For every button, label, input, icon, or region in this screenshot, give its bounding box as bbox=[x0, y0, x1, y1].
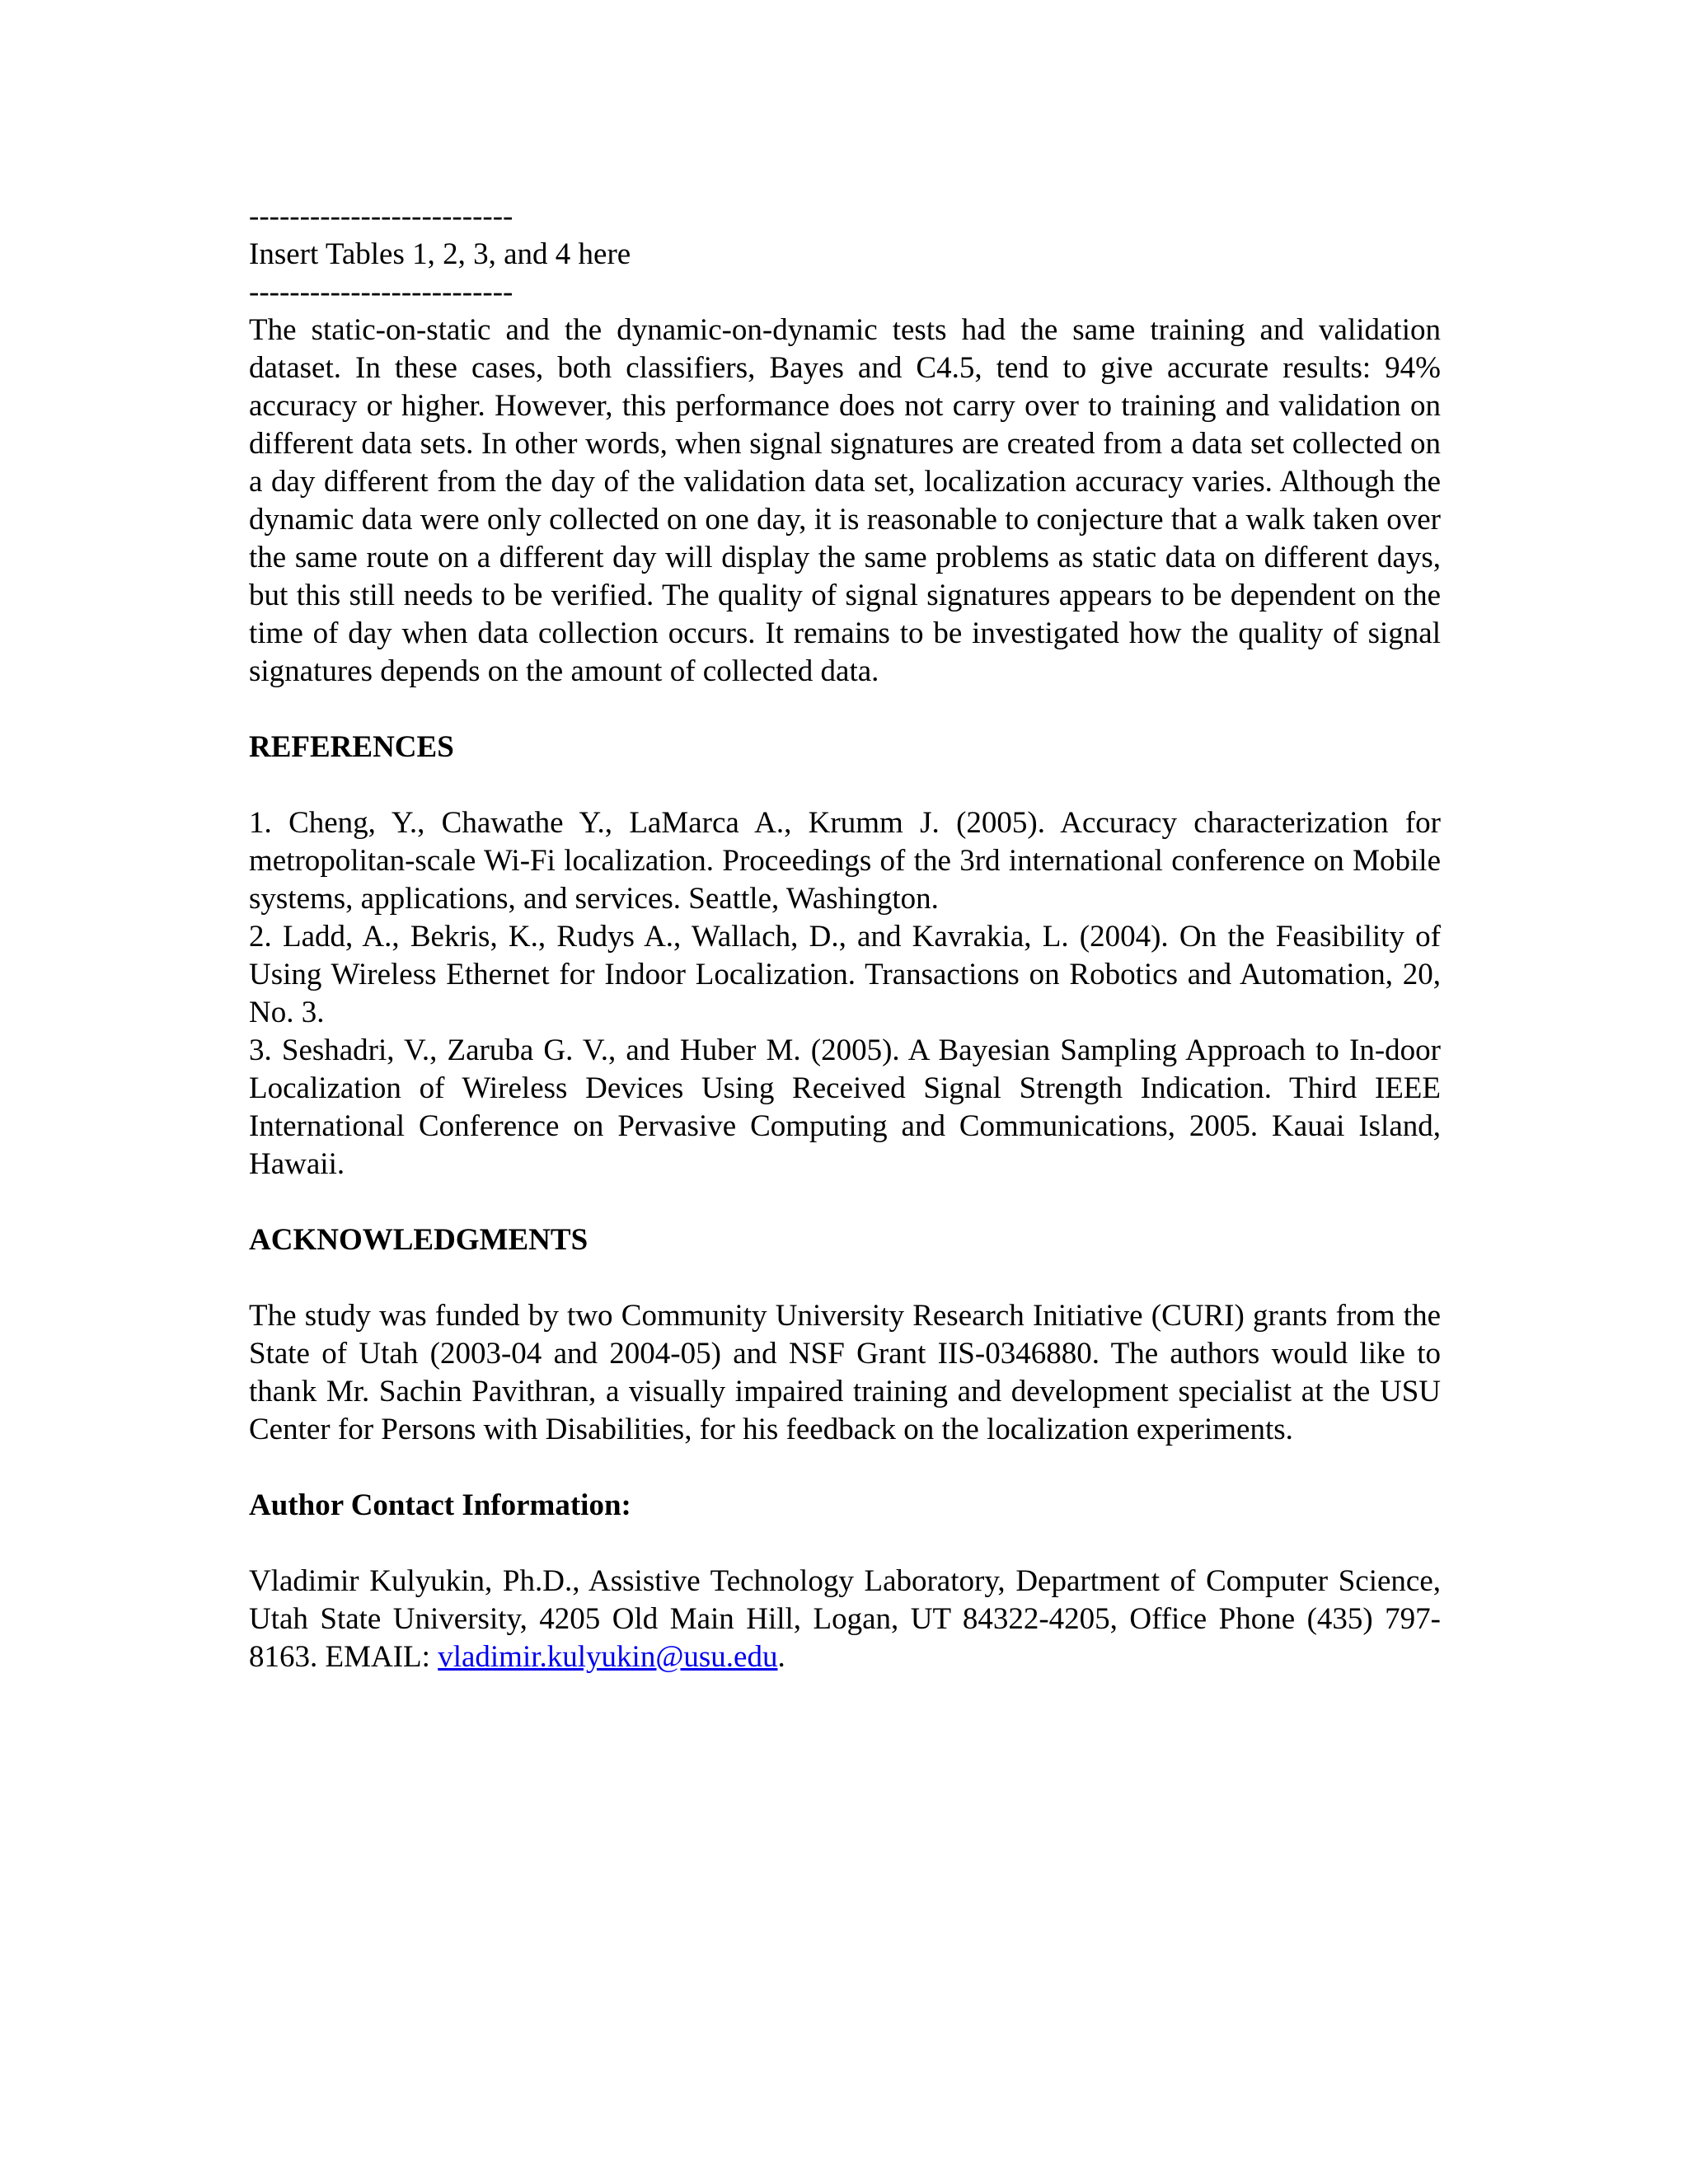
references-list bbox=[249, 804, 1441, 1183]
reference-item: 1. Cheng, Y., Chawathe Y., LaMarca A., Krumm J. (2005). Accuracy characterization for metropolitan-scale Wi-Fi localization. Proceedings of the 3rd international conference on Mobile systems, applications, and services. Seattle, Washington. bbox=[249, 806, 1441, 916]
reference-item: 2. Ladd, A., Bekris, K., Rudys A., Wallach, D., and Kavrakia, L. (2004). On the Feasibility of Using Wireless Ethernet for Indoor Localization. Transactions on Robotics and Automation, 20, No. 3. bbox=[249, 920, 1441, 1029]
spacer bbox=[249, 1259, 1441, 1297]
spacer bbox=[249, 1183, 1441, 1221]
acknowledgments-paragraph: The study was funded by two Community University Research Initiative (CURI) grants from the State of Utah (2003-04 and 2004-05) and NSF Grant IIS-0346880. The authors would like to thank Mr. Sachin Pavithran, a visually impaired training and development specialist at the USU Center for Persons with Disabilities, for his feedback on the localization experiments. bbox=[249, 1299, 1441, 1446]
email-link[interactable]: vladimir.kulyukin@usu.edu bbox=[438, 1640, 778, 1674]
discussion-paragraph: The static-on-static and the dynamic-on-dynamic tests had the same training and validation dataset. In these cases, both classifiers, Bayes and C4.5, tend to give accurate results: 94% accuracy or higher. However, this performance does not carry over to training and validation on different data sets. In other words, when signal signatures are created from a data set collected on a day different from the day of the validation data set, localization accuracy varies. Although the dynamic data were only collected on one day, it is reasonable to conjecture that a walk taken over the same route on a different day will display the same problems as static data on different days, but this still needs to be verified. The quality of signal signatures appears to be dependent on the time of day when data collection occurs. It remains to be investigated how the quality of signal signatures depends on the amount of collected data. bbox=[249, 313, 1441, 688]
insert-tables-note: Insert Tables 1, 2, 3, and 4 here bbox=[249, 237, 631, 271]
reference-item: 3. Seshadri, V., Zaruba G. V., and Huber M. (2005). A Bayesian Sampling Approach to In-door Localization of Wireless Devices Using Received Signal Strength Indication. Third IEEE International Conference on Pervasive Computing and Communications, 2005. Kauai Island, Hawaii. bbox=[249, 1033, 1441, 1181]
acknowledgments-heading: ACKNOWLEDGMENTS bbox=[249, 1223, 588, 1257]
contact-paragraph bbox=[249, 1563, 1441, 1676]
document-page bbox=[249, 198, 1441, 1676]
spacer bbox=[249, 691, 1441, 729]
separator-bottom: -------------------------- bbox=[249, 275, 513, 309]
separator-top: -------------------------- bbox=[249, 199, 513, 233]
spacer bbox=[249, 766, 1441, 804]
references-heading: REFERENCES bbox=[249, 730, 454, 764]
spacer bbox=[249, 1449, 1441, 1487]
contact-heading: Author Contact Information: bbox=[249, 1488, 631, 1522]
contact-trailing: . bbox=[777, 1640, 785, 1674]
contact-text: Vladimir Kulyukin, Ph.D., Assistive Technology Laboratory, Department of Computer Science, Utah State University, 4205 Old Main Hill, Logan, UT 84322-4205, Office Phone (435) 797-8163. EMAIL: bbox=[249, 1564, 1441, 1674]
spacer bbox=[249, 1525, 1441, 1563]
